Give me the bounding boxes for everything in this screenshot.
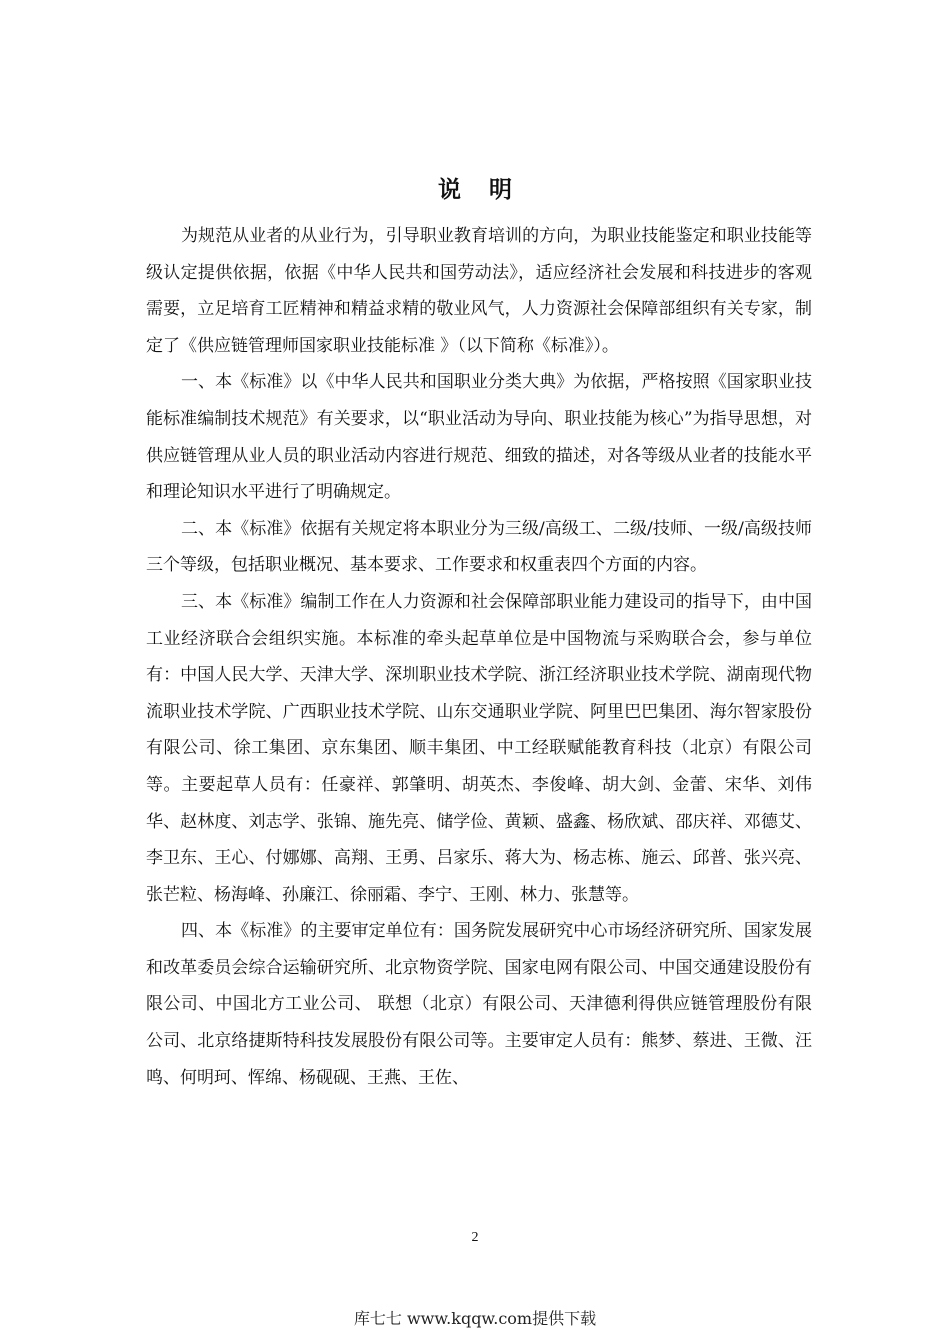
intro-paragraph: 为规范从业者的从业行为，引导职业教育培训的方向，为职业技能鉴定和职业技能等级认定提供依据，依据《中华人民共和国劳动法》，适应经济社会发展和科技进步的客观需要，立足培育工匠精神和精益求精的敬业风气，人力资源社会保障部组织有关专家，制定了《供应链管理师国家职业技能标准 》（以下简称《标准》）。 bbox=[146, 226, 812, 356]
paragraph-one: 一、本《标准》以《中华人民共和国职业分类大典》为依据，严格按照《国家职业技能标准编制技术规范》有关要求，以“职业活动为导向、职业技能为核心”为指导思想，对供应链管理从业人员的职业活动内容进行规范、细致的描述，对各等级从业者的技能水平和理论知识水平进行了明确规定。 bbox=[146, 372, 812, 503]
page-number: 2 bbox=[471, 1230, 479, 1245]
paragraph-three: 三、本《标准》编制工作在人力资源和社会保障部职业能力建设司的指导下，由中国工业经济联合会组织实施。本标准的牵头起草单位是中国物流与采购联合会，参与单位有：中国人民大学、天津大学、深圳职业技术学院、浙江经济职业技术学院、湖南现代物流职业技术学院、广西职业技术学院、山东交通职业学院、阿里巴巴集团、海尔智家股份有限公司、徐工集团、京东集团、顺丰集团、中工经联赋能教育科技（北京）有限公司等。主要起草人员有：任豪祥、郭肇明、胡英杰、李俊峰、胡大剑、金蕾、宋华、刘伟华、赵林度、刘志学、张锦、施先亮、储学俭、黄颖、盛鑫、杨欣斌、邵庆祥、邓德艾、李卫东、王心、付娜娜、高翔、王勇、吕家乐、蒋大为、杨志栋、施云、邱普、张兴亮、张芒粒、杨海峰、孙廉江、徐丽霜、李宁、王刚、林力、张慧等。 bbox=[146, 591, 812, 905]
footer-watermark: 库七七 www.kqqw.com提供下载 bbox=[353, 1309, 597, 1328]
paragraph-four: 四、本《标准》的主要审定单位有：国务院发展研究中心市场经济研究所、国家发展和改革委员会综合运输研究所、北京物资学院、国家电网有限公司、中国交通建设股份有限公司、中国北方工业公司、 联想（北京）有限公司、天津德利得供应链管理股份有限公司、北京络捷斯特科技发展股份有限公司等。主要审定人员有：熊梦、蔡进、王微、汪鸣、何明珂、恽绵、杨砚砚、王燕、王佐、 bbox=[146, 921, 812, 1088]
document-body bbox=[146, 218, 812, 1096]
page-title: 说明 bbox=[438, 177, 540, 203]
paragraph-two: 二、本《标准》依据有关规定将本职业分为三级/高级工、二级/技师、一级/高级技师三个等级，包括职业概况、基本要求、工作要求和权重表四个方面的内容。 bbox=[146, 518, 812, 576]
